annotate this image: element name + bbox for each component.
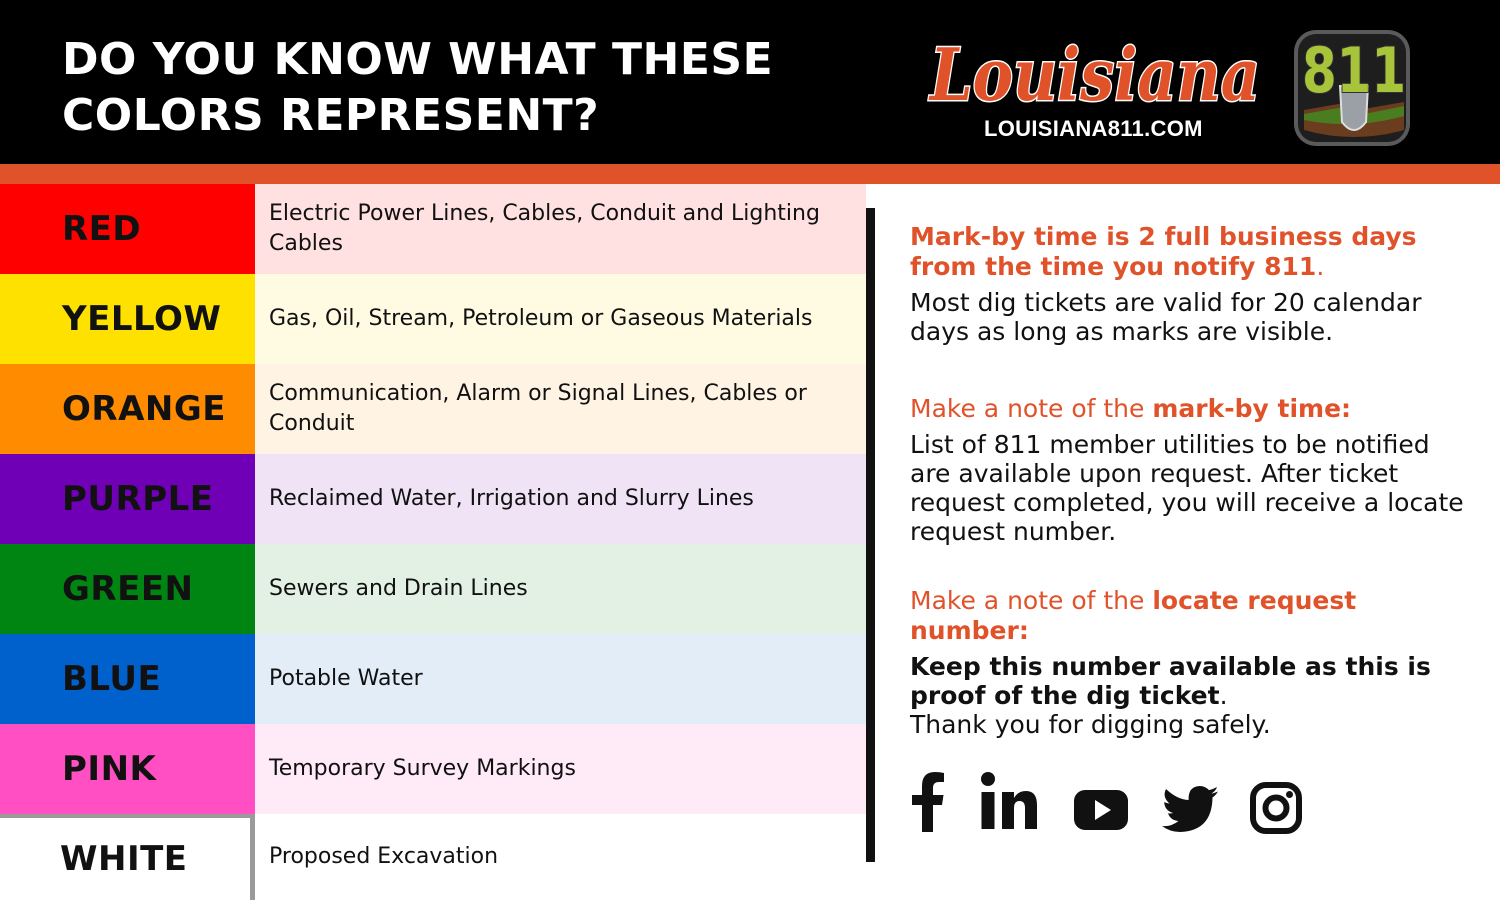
note-locate-heading: Make a note of the locate request number:	[910, 586, 1357, 645]
youtube-icon[interactable]	[1074, 790, 1128, 830]
louisiana-logo	[926, 22, 1266, 120]
note-markby-body: List of 811 member utilities to be notified are available upon request. After ticket request completed, you will receive a locate request number.	[910, 430, 1464, 546]
color-swatch-label: PURPLE	[0, 454, 255, 544]
811-badge-number: 811	[1302, 34, 1406, 107]
facebook-icon[interactable]	[910, 772, 946, 832]
color-swatch-label: BLUE	[0, 634, 255, 724]
color-row-red	[0, 184, 866, 274]
note-locate-block	[910, 586, 1470, 710]
orange-band	[0, 164, 1500, 184]
811-badge-logo	[1290, 26, 1418, 152]
color-swatch-label: GREEN	[0, 544, 255, 634]
linkedin-icon[interactable]	[980, 772, 1038, 830]
markby-body: Most dig tickets are valid for 20 calendar days as long as marks are visible.	[910, 288, 1422, 346]
color-row-orange	[0, 364, 866, 454]
color-swatch-label: PINK	[0, 724, 255, 814]
color-swatch-label: RED	[0, 184, 255, 274]
headline-line-2: COLORS REPRESENT?	[62, 90, 600, 141]
color-description: Sewers and Drain Lines	[255, 544, 866, 634]
color-swatch-label: WHITE	[0, 814, 255, 900]
color-swatch-label: YELLOW	[0, 274, 255, 364]
color-table	[0, 184, 866, 900]
color-row-blue	[0, 634, 866, 724]
louisiana-logo-text: Louisiana	[928, 32, 1260, 117]
header	[0, 0, 1500, 164]
twitter-icon[interactable]	[1162, 786, 1218, 832]
color-description: Temporary Survey Markings	[255, 724, 866, 814]
color-row-green	[0, 544, 866, 634]
note-markby-heading: Make a note of the mark-by time:	[910, 394, 1352, 423]
divider	[866, 208, 875, 862]
markby-block	[910, 222, 1470, 346]
instagram-icon[interactable]	[1250, 782, 1302, 834]
social-icons	[910, 772, 1310, 834]
color-row-yellow	[0, 274, 866, 364]
color-row-pink	[0, 724, 866, 814]
color-swatch-label: ORANGE	[0, 364, 255, 454]
headline-line-1: DO YOU KNOW WHAT THESE	[62, 34, 774, 85]
note-markby-block	[910, 394, 1470, 546]
markby-heading: Mark-by time is 2 full business days from the time you notify 811.	[910, 222, 1417, 281]
color-description: Gas, Oil, Stream, Petroleum or Gaseous Materials	[255, 274, 866, 364]
color-row-purple	[0, 454, 866, 544]
color-description: Communication, Alarm or Signal Lines, Cables or Conduit	[255, 364, 866, 454]
headline	[62, 32, 773, 144]
color-description: Potable Water	[255, 634, 866, 724]
color-description: Proposed Excavation	[255, 814, 866, 900]
color-description: Reclaimed Water, Irrigation and Slurry Lines	[255, 454, 866, 544]
logo-url: LOUISIANA811.COM	[984, 116, 1203, 141]
color-row-white	[0, 814, 866, 900]
note-locate-body: Keep this number available as this is proof of the dig ticket.	[910, 652, 1431, 710]
color-description: Electric Power Lines, Cables, Conduit and Lighting Cables	[255, 184, 866, 274]
thanks-text: Thank you for digging safely.	[910, 710, 1271, 739]
